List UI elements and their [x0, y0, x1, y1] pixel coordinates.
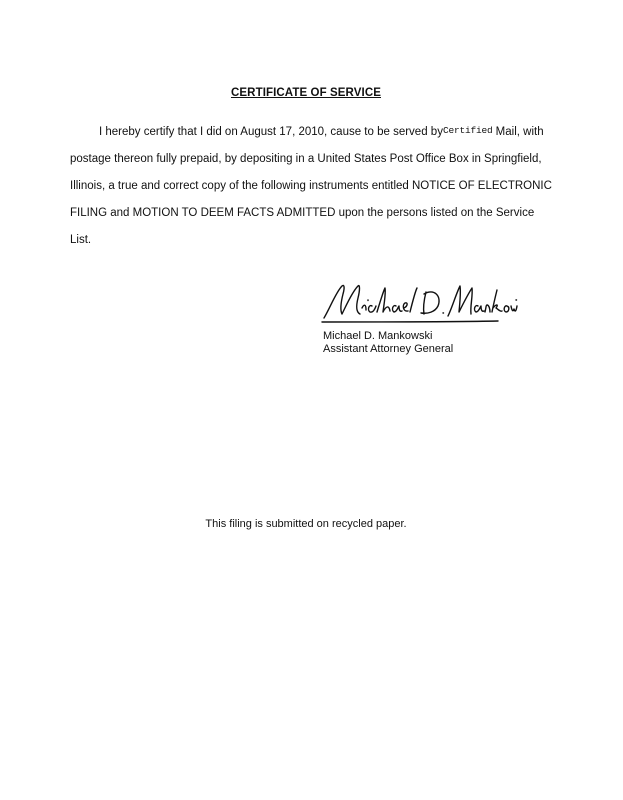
paragraph-line-1-suffix: Mail, with — [492, 126, 544, 138]
paragraph-line-1 — [70, 119, 545, 146]
typed-insert-certified: Certified — [442, 125, 493, 136]
certification-paragraph — [70, 119, 552, 254]
paragraph-line-3: Illinois, a true and correct copy of the following instruments entitled NOTICE OF ELECTRONIC — [70, 180, 552, 192]
handwritten-signature — [320, 278, 520, 330]
paragraph-line-5: List. — [70, 234, 92, 246]
paragraph-line-2: postage thereon fully prepaid, by depositing in a United States Post Office Box in Springfield, — [70, 153, 542, 165]
document-title: CERTIFICATE OF SERVICE — [230, 87, 381, 99]
signer-title: Assistant Attorney General — [323, 343, 454, 355]
recycled-paper-note: This filing is submitted on recycled paper. — [205, 518, 407, 530]
paragraph-line-4: FILING and MOTION TO DEEM FACTS ADMITTED upon the persons listed on the Service — [70, 207, 535, 219]
signer-name: Michael D. Mankowski — [323, 330, 433, 342]
paragraph-line-1-prefix: I hereby certify that I did on August 17, 2010, cause to be served by — [99, 126, 443, 138]
signature-block — [320, 278, 530, 356]
